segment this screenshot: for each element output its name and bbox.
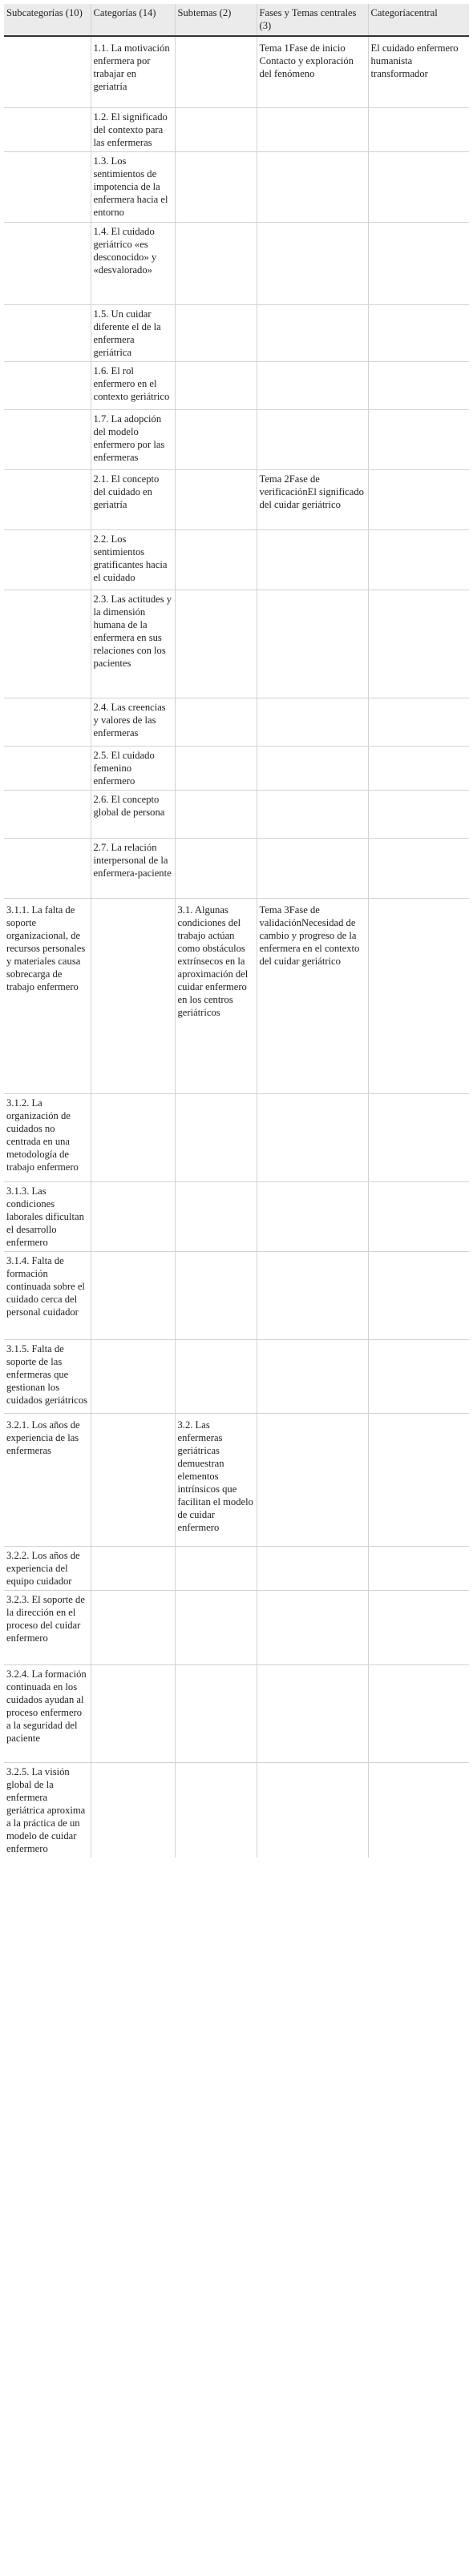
categoria-cell: 1.2. El significado del contexto para las enfermeras (91, 107, 175, 151)
categoria-central-cell (368, 1762, 469, 1858)
fase-tema-cell (257, 1546, 368, 1590)
subtema-cell (175, 304, 257, 361)
table-row (4, 1762, 469, 1858)
table-row (4, 107, 469, 151)
fase-tema-cell (257, 1339, 368, 1413)
table-row (4, 529, 469, 590)
subcategoria-cell (4, 838, 91, 898)
header-categorias: Categorías (14) (91, 4, 175, 36)
categories-table (4, 4, 469, 1858)
subtema-cell (175, 790, 257, 838)
categoria-central-cell (368, 746, 469, 790)
subtema-cell (175, 1664, 257, 1762)
subtema-cell (175, 469, 257, 529)
categoria-central-cell (368, 529, 469, 590)
subcategoria-cell (4, 469, 91, 529)
categoria-central-cell (368, 1546, 469, 1590)
subtema-cell (175, 1590, 257, 1664)
table-row (4, 1546, 469, 1590)
categoria-central-cell (368, 698, 469, 746)
table-row (4, 222, 469, 304)
fase-tema-cell (257, 590, 368, 698)
categoria-cell: 1.7. La adopción del modelo enfermero por las enfermeras (91, 409, 175, 469)
categoria-cell (91, 1339, 175, 1413)
subcategoria-cell: 3.1.1. La falta de soporte organizacional, de recursos personales y materiales causa sobrecarga de trabajo enfermero (4, 898, 91, 1093)
categoria-cell (91, 1093, 175, 1181)
categoria-central-cell (368, 898, 469, 1093)
fase-tema-cell (257, 304, 368, 361)
categoria-central-cell (368, 790, 469, 838)
subtema-cell (175, 529, 257, 590)
categoria-central-cell (368, 304, 469, 361)
fase-tema-cell (257, 790, 368, 838)
categoria-central-cell (368, 1251, 469, 1339)
subcategoria-cell: 3.2.2. Los años de experiencia del equipo cuidador (4, 1546, 91, 1590)
subcategoria-cell (4, 746, 91, 790)
table-row (4, 361, 469, 409)
categoria-cell: 2.1. El concepto del cuidado en geriatría (91, 469, 175, 529)
subtema-cell (175, 1093, 257, 1181)
subcategoria-cell: 3.2.5. La visión global de la enfermera geriátrica aproxima a la práctica de un modelo de cuidar enfermero (6, 1765, 86, 1854)
subcategoria-cell (4, 409, 91, 469)
subcategoria-cell (4, 790, 91, 838)
categoria-central-cell: El cuidado enfermero humanista transformador (368, 36, 469, 107)
table-row (4, 590, 469, 698)
fase-tema-cell (257, 698, 368, 746)
header-subcategorias: Subcategorías (10) (4, 4, 91, 36)
subtema-cell (175, 151, 257, 222)
categoria-cell (91, 1251, 175, 1339)
subtema-cell (175, 361, 257, 409)
categoria-central-cell (368, 1339, 469, 1413)
categoria-cell: 2.6. El concepto global de persona (91, 790, 175, 838)
fase-tema-cell (257, 746, 368, 790)
subtema-cell (175, 1181, 257, 1251)
table-row (4, 36, 469, 107)
categoria-cell: 1.1. La motivación enfermera por trabajar en geriatría (91, 36, 175, 107)
fase-tema-cell: Tema 3Fase de validaciónNecesidad de cambio y progreso de la enfermera en el contexto del cuidar geriátrico (257, 898, 368, 1093)
table-row (4, 1413, 469, 1546)
subtema-cell (175, 107, 257, 151)
table-row (4, 1093, 469, 1181)
categoria-central-cell (368, 469, 469, 529)
fase-tema-cell (257, 1093, 368, 1181)
table-body (4, 36, 469, 1858)
subcategoria-cell (4, 529, 91, 590)
fase-tema-cell (257, 361, 368, 409)
subcategoria-cell (4, 304, 91, 361)
categoria-cell: 1.5. Un cuidar diferente el de la enfermera geriátrica (91, 304, 175, 361)
subcategoria-cell: 3.1.3. Las condiciones laborales dificultan el desarrollo enfermero (4, 1181, 91, 1251)
subtema-cell (175, 1251, 257, 1339)
table-row (4, 838, 469, 898)
table-row (4, 1664, 469, 1762)
table-row (4, 898, 469, 1093)
categoria-cell: 2.2. Los sentimientos gratificantes hacia el cuidado (91, 529, 175, 590)
fase-tema-cell (257, 151, 368, 222)
fase-tema-cell (257, 1413, 368, 1546)
fase-tema-cell (257, 1590, 368, 1664)
subcategoria-cell: 3.1.2. La organización de cuidados no centrada en una metodología de trabajo enfermero (4, 1093, 91, 1181)
table-row (4, 746, 469, 790)
table-row (4, 1251, 469, 1339)
table-row (4, 698, 469, 746)
categoria-cell: 2.4. Las creencias y valores de las enfermeras (91, 698, 175, 746)
header-categoria-central: Categoríacentral (368, 4, 469, 36)
fase-tema-cell (257, 107, 368, 151)
subtema-cell (175, 1762, 257, 1858)
table-header (4, 4, 469, 36)
categoria-central-cell (368, 590, 469, 698)
subcategoria-cell: 3.2.4. La formación continuada en los cuidados ayudan al proceso enfermero a la seguridad del paciente (4, 1664, 91, 1762)
table-row (4, 1339, 469, 1413)
table-row (4, 151, 469, 222)
subtema-cell (175, 1546, 257, 1590)
categoria-cell (91, 1664, 175, 1762)
subtema-cell (175, 222, 257, 304)
categoria-central-cell (368, 1181, 469, 1251)
categoria-cell (91, 898, 175, 1093)
subcategoria-cell: 3.1.5. Falta de soporte de las enfermeras que gestionan los cuidados geriátricos (4, 1339, 91, 1413)
fase-tema-cell (257, 1664, 368, 1762)
subcategoria-cell: 3.2.1. Los años de experiencia de las enfermeras (4, 1413, 91, 1546)
categoria-central-cell (368, 1093, 469, 1181)
header-fases-temas: Fases y Temas centrales (3) (257, 4, 368, 36)
subcategoria-cell (4, 151, 91, 222)
categoria-cell (91, 1546, 175, 1590)
subcategoria-cell (4, 361, 91, 409)
table-row (4, 1181, 469, 1251)
categoria-cell: 1.6. El rol enfermero en el contexto geriátrico (91, 361, 175, 409)
subtema-cell (175, 698, 257, 746)
table-row (4, 1590, 469, 1664)
subcategoria-cell (4, 107, 91, 151)
subtema-cell: 3.1. Algunas condiciones del trabajo actúan como obstáculos extrínsecos en la aproximación del cuidar enfermero en los centros geriátricos (175, 898, 257, 1093)
subtema-cell (175, 838, 257, 898)
categoria-central-cell (368, 1664, 469, 1762)
categoria-central-cell (368, 107, 469, 151)
categoria-central-cell (368, 361, 469, 409)
subcategoria-cell (4, 222, 91, 304)
categoria-cell: 2.3. Las actitudes y la dimensión humana de la enfermera en sus relaciones con los pacientes (91, 590, 175, 698)
categoria-cell: 2.5. El cuidado femenino enfermero (91, 746, 175, 790)
fase-tema-cell: Tema 2Fase de verificaciónEl significado del cuidar geriátrico (257, 469, 368, 529)
subcategoria-cell (4, 590, 91, 698)
subtema-cell (175, 409, 257, 469)
table-row (4, 790, 469, 838)
subtema-cell (175, 36, 257, 107)
categoria-cell (91, 1181, 175, 1251)
subcategoria-cell: 3.2.3. El soporte de la dirección en el proceso del cuidar enfermero (4, 1590, 91, 1664)
categoria-cell: 1.4. El cuidado geriátrico «es desconocido» y «desvalorado» (91, 222, 175, 304)
fase-tema-cell (257, 1181, 368, 1251)
fase-tema-cell (257, 1762, 368, 1858)
categoria-cell: 1.3. Los sentimientos de impotencia de la enfermera hacia el entorno (91, 151, 175, 222)
header-subtemas: Subtemas (2) (175, 4, 257, 36)
subcategoria-cell (4, 698, 91, 746)
categoria-central-cell (368, 1413, 469, 1546)
categoria-central-cell (368, 838, 469, 898)
subtema-cell: 3.2. Las enfermeras geriátricas demuestran elementos intrínsicos que facilitan el modelo de cuidar enfermero (175, 1413, 257, 1546)
table-row (4, 409, 469, 469)
fase-tema-cell (257, 222, 368, 304)
table-row (4, 304, 469, 361)
categoria-cell: 2.7. La relación interpersonal de la enfermera-paciente (91, 838, 175, 898)
categoria-central-cell (368, 409, 469, 469)
categoria-central-cell (368, 151, 469, 222)
categoria-central-cell (368, 222, 469, 304)
categoria-central-cell (368, 1590, 469, 1664)
subcategoria-cell (4, 36, 91, 107)
subtema-cell (175, 746, 257, 790)
subtema-cell (175, 590, 257, 698)
fase-tema-cell (257, 838, 368, 898)
subtema-cell (175, 1339, 257, 1413)
categoria-cell (91, 1762, 175, 1858)
fase-tema-cell (257, 529, 368, 590)
fase-tema-cell (257, 409, 368, 469)
header-row (4, 4, 469, 36)
fase-tema-cell (257, 1251, 368, 1339)
fase-tema-cell: Tema 1Fase de inicio Contacto y exploración del fenómeno (257, 36, 368, 107)
categoria-cell (91, 1413, 175, 1546)
subcategoria-cell: 3.1.4. Falta de formación continuada sobre el cuidado cerca del personal cuidador (4, 1251, 91, 1339)
table-row (4, 469, 469, 529)
categoria-cell (91, 1590, 175, 1664)
